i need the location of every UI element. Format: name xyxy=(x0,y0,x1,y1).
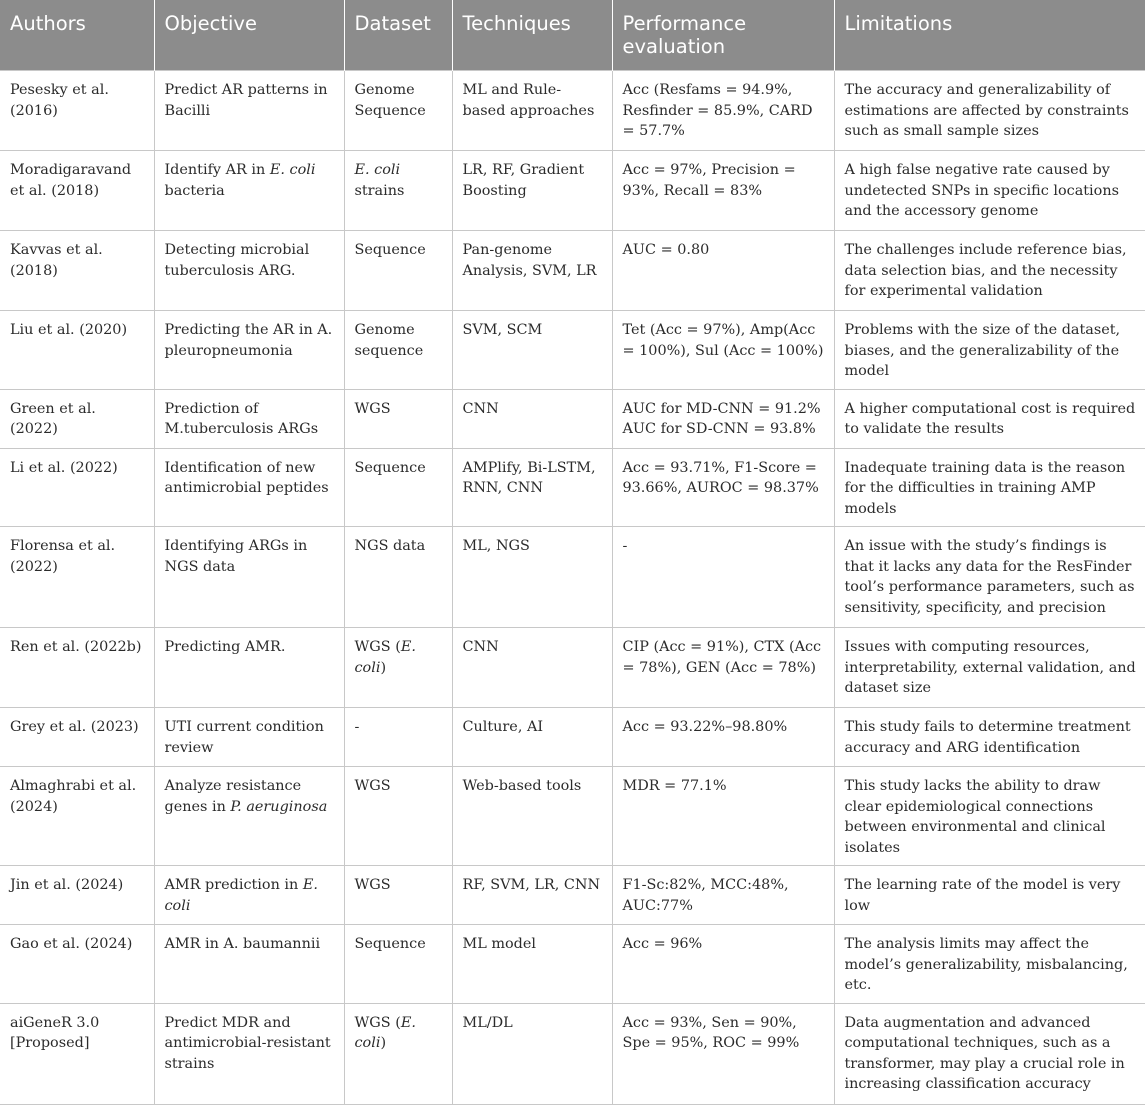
cell-performance: AUC = 0.80 xyxy=(612,231,834,311)
cell-dataset: Genome Sequence xyxy=(344,71,452,151)
dataset-text: ) xyxy=(380,1035,387,1051)
cell-techniques: Pan-genome Analysis, SVM, LR xyxy=(452,231,612,311)
cell-objective: Predict MDR and antimicrobial-resistant strains xyxy=(154,1003,344,1104)
cell-authors: Florensa et al. (2022) xyxy=(0,527,154,628)
cell-authors: Green et al. (2022) xyxy=(0,389,154,448)
header-techniques: Techniques xyxy=(452,0,612,71)
dataset-text: WGS ( xyxy=(354,1014,401,1031)
cell-performance: MDR = 77.1% xyxy=(612,767,834,866)
table-row xyxy=(0,708,1145,767)
table-row xyxy=(0,767,1145,866)
objective-text: Identify AR in xyxy=(164,162,270,178)
cell-techniques: CNN xyxy=(452,389,612,448)
objective-text: Analyze resistance genes in xyxy=(164,778,302,815)
cell-objective: Identification of new antimicrobial peptides xyxy=(154,448,344,527)
cell-objective: Identifying ARGs in NGS data xyxy=(154,527,344,628)
cell-authors: Pesesky et al. (2016) xyxy=(0,71,154,151)
cell-performance: Acc = 93.71%, F1-Score = 93.66%, AUROC = 98.37% xyxy=(612,448,834,527)
cell-performance: - xyxy=(612,527,834,628)
organism-name: E. coli xyxy=(354,162,401,178)
table-row xyxy=(0,71,1145,151)
cell-objective xyxy=(154,151,344,231)
header-limitations: Limitations xyxy=(834,0,1145,71)
header-performance-evaluation: Performance evaluation xyxy=(612,0,834,71)
cell-techniques: ML and Rule-based approaches xyxy=(452,71,612,151)
cell-techniques: ML model xyxy=(452,925,612,1004)
cell-dataset: NGS data xyxy=(344,527,452,628)
cell-limitations: This study lacks the ability to draw clear epidemiological connections between environmental and clinical isolates xyxy=(834,767,1145,866)
table-row xyxy=(0,448,1145,527)
cell-performance: CIP (Acc = 91%), CTX (Acc = 78%), GEN (Acc = 78%) xyxy=(612,628,834,708)
cell-objective: Predicting the AR in A. pleuropneumonia xyxy=(154,311,344,390)
cell-authors: Gao et al. (2024) xyxy=(0,925,154,1004)
cell-dataset xyxy=(344,1003,452,1104)
organism-name: P. aeruginosa xyxy=(230,798,328,815)
cell-authors: aiGeneR 3.0 [Proposed] xyxy=(0,1003,154,1104)
table-row xyxy=(0,311,1145,390)
cell-techniques: Web-based tools xyxy=(452,767,612,866)
table-row xyxy=(0,1003,1145,1104)
performance-line: AUC for MD-CNN = 91.2% xyxy=(622,400,821,417)
cell-dataset: Sequence xyxy=(344,925,452,1004)
cell-dataset: WGS xyxy=(344,389,452,448)
cell-techniques: CNN xyxy=(452,628,612,708)
cell-authors: Liu et al. (2020) xyxy=(0,311,154,390)
cell-objective: Prediction of M.tuberculosis ARGs xyxy=(154,389,344,448)
organism-name: E. coli xyxy=(269,162,316,178)
organism-name: E. coli xyxy=(164,877,318,914)
cell-dataset: WGS xyxy=(344,866,452,925)
organism-name: E. coli xyxy=(354,1014,416,1051)
table-row xyxy=(0,925,1145,1004)
cell-dataset: Sequence xyxy=(344,448,452,527)
cell-authors: Li et al. (2022) xyxy=(0,448,154,527)
table-row xyxy=(0,231,1145,311)
cell-performance: Acc (Resfams = 94.9%, Resfinder = 85.9%, CARD = 57.7% xyxy=(612,71,834,151)
cell-limitations: Issues with computing resources, interpretability, external validation, and dataset size xyxy=(834,628,1145,708)
dataset-text: WGS ( xyxy=(354,639,401,655)
cell-authors: Kavvas et al. (2018) xyxy=(0,231,154,311)
header-objective: Objective xyxy=(154,0,344,71)
cell-dataset: Genome sequence xyxy=(344,311,452,390)
table-row xyxy=(0,628,1145,708)
cell-objective: Detecting microbial tuberculosis ARG. xyxy=(154,231,344,311)
cell-limitations: A high false negative rate caused by undetected SNPs in specific locations and the accessory genome xyxy=(834,151,1145,231)
cell-objective xyxy=(154,866,344,925)
cell-dataset xyxy=(344,151,452,231)
cell-techniques: AMPlify, Bi-LSTM, RNN, CNN xyxy=(452,448,612,527)
header-authors: Authors xyxy=(0,0,154,71)
header-dataset: Dataset xyxy=(344,0,452,71)
cell-objective xyxy=(154,767,344,866)
cell-techniques: Culture, AI xyxy=(452,708,612,767)
cell-limitations: A higher computational cost is required to validate the results xyxy=(834,389,1145,448)
cell-performance: Acc = 97%, Precision = 93%, Recall = 83% xyxy=(612,151,834,231)
cell-techniques: ML, NGS xyxy=(452,527,612,628)
cell-performance: Tet (Acc = 97%), Amp(Acc = 100%), Sul (Acc = 100%) xyxy=(612,311,834,390)
cell-performance xyxy=(612,389,834,448)
cell-dataset xyxy=(344,628,452,708)
table-row xyxy=(0,151,1145,231)
cell-techniques: RF, SVM, LR, CNN xyxy=(452,866,612,925)
cell-limitations: The accuracy and generalizability of estimations are affected by constraints such as small sample sizes xyxy=(834,71,1145,151)
cell-limitations: The challenges include reference bias, data selection bias, and the necessity for experimental validation xyxy=(834,231,1145,311)
cell-techniques: LR, RF, Gradient Boosting xyxy=(452,151,612,231)
cell-objective: AMR in A. baumannii xyxy=(154,925,344,1004)
dataset-text: ) xyxy=(380,659,387,676)
objective-text: bacteria xyxy=(164,182,225,199)
cell-objective: Predict AR patterns in Bacilli xyxy=(154,71,344,151)
cell-authors: Moradigaravand et al. (2018) xyxy=(0,151,154,231)
cell-performance: Acc = 93%, Sen = 90%, Spe = 95%, ROC = 99% xyxy=(612,1003,834,1104)
cell-dataset: WGS xyxy=(344,767,452,866)
cell-limitations: Problems with the size of the dataset, biases, and the generalizability of the model xyxy=(834,311,1145,390)
cell-authors: Jin et al. (2024) xyxy=(0,866,154,925)
organism-name: E. coli xyxy=(354,639,416,676)
table-row xyxy=(0,866,1145,925)
dataset-text: strains xyxy=(354,182,405,199)
cell-techniques: SVM, SCM xyxy=(452,311,612,390)
cell-authors: Ren et al. (2022b) xyxy=(0,628,154,708)
performance-line: AUC for SD-CNN = 93.8% xyxy=(622,421,816,437)
cell-authors: Almaghrabi et al. (2024) xyxy=(0,767,154,866)
cell-limitations: This study fails to determine treatment accuracy and ARG identification xyxy=(834,708,1145,767)
cell-performance: F1-Sc:82%, MCC:48%, AUC:77% xyxy=(612,866,834,925)
cell-techniques: ML/DL xyxy=(452,1003,612,1104)
cell-performance: Acc = 93.22%–98.80% xyxy=(612,708,834,767)
cell-authors: Grey et al. (2023) xyxy=(0,708,154,767)
cell-limitations: Data augmentation and advanced computational techniques, such as a transformer, may play a crucial role in increasing classification accuracy xyxy=(834,1003,1145,1104)
cell-objective: Predicting AMR. xyxy=(154,628,344,708)
header-row xyxy=(0,0,1145,71)
cell-objective: UTI current condition review xyxy=(154,708,344,767)
objective-text: AMR prediction in xyxy=(164,877,303,893)
cell-dataset: Sequence xyxy=(344,231,452,311)
cell-limitations: Inadequate training data is the reason for the difficulties in training AMP models xyxy=(834,448,1145,527)
cell-dataset: - xyxy=(344,708,452,767)
cell-limitations: The analysis limits may affect the model’s generalizability, misbalancing, etc. xyxy=(834,925,1145,1004)
cell-performance: Acc = 96% xyxy=(612,925,834,1004)
table-row xyxy=(0,389,1145,448)
table-row xyxy=(0,527,1145,628)
cell-limitations: The learning rate of the model is very low xyxy=(834,866,1145,925)
cell-limitations: An issue with the study’s findings is that it lacks any data for the ResFinder tool’s performance parameters, such as sensitivity, specificity, and precision xyxy=(834,527,1145,628)
